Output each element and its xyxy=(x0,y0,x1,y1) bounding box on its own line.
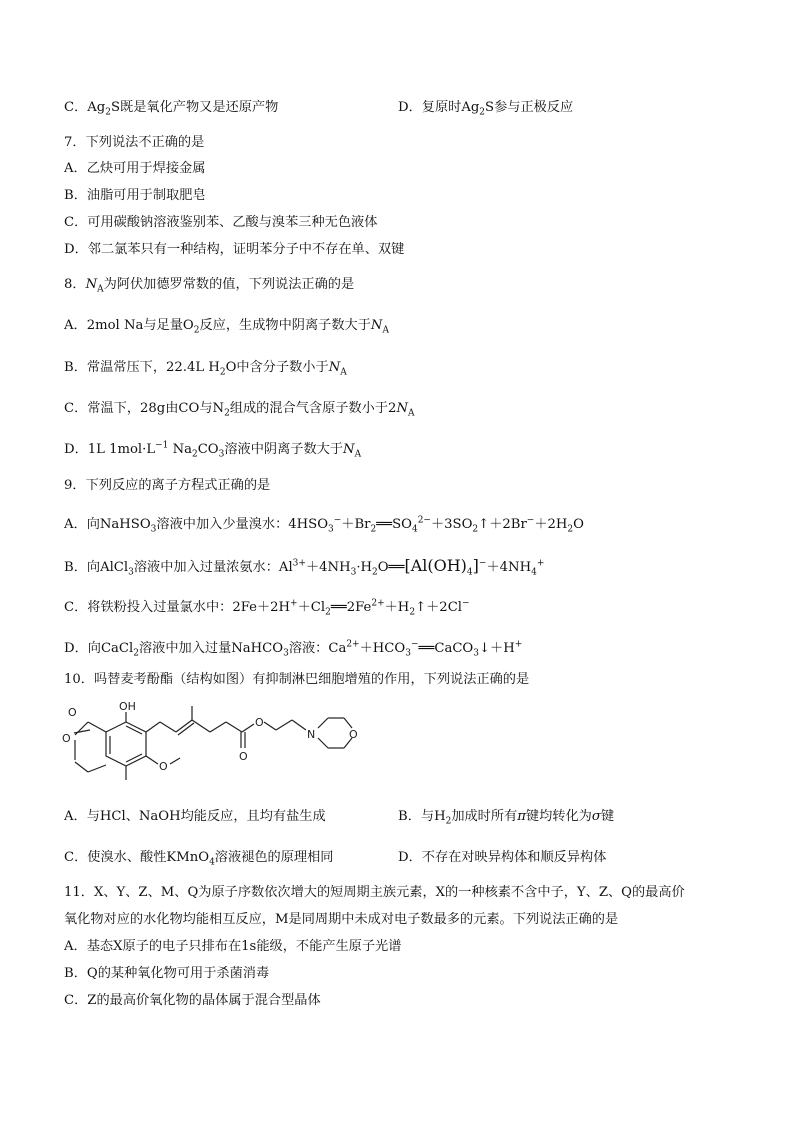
q10-option-a: A．与HCl、NaOH均能反应，且均有盐生成 xyxy=(64,809,326,824)
q8-option-b: B．常温常压下，22.4L $H_2O$中含分子数小于$N_A$ xyxy=(64,360,347,378)
q10-option-d: D．不存在对映异构体和顺反异构体 xyxy=(398,850,607,865)
q11-option-b: B．Q的某种氧化物可用于杀菌消毒 xyxy=(64,966,270,981)
q10-stem: 10．吗替麦考酚酯（结构如图）有抑制淋巴细胞增殖的作用，下列说法正确的是 xyxy=(64,672,530,687)
struct-label-o4: O xyxy=(255,716,264,729)
q10-option-b: B．与$H_2$加成时所有π键均转化为σ键 xyxy=(398,809,615,827)
q10-option-c: C．使溴水、酸性KMnO$_4$溶液褪色的原理相同 xyxy=(64,850,334,868)
q6-option-c: C．$Ag_2S$既是氧化产物又是还原产物 xyxy=(64,100,279,118)
q11-option-a: A．基态X原子的电子只排布在1s能级，不能产生原子光谱 xyxy=(64,939,402,954)
q8-option-a: A．2mol Na与足量$O_2$反应，生成物中阴离子数大于$N_A$ xyxy=(64,318,389,336)
mycophenolate-mofetil-structure xyxy=(60,700,360,792)
struct-label-o3: O xyxy=(239,750,248,763)
q8-option-c: C．常温下，28g由CO与$N_2$组成的混合气含原子数小于$2N_A$ xyxy=(64,401,415,419)
struct-label-n: N xyxy=(307,728,316,741)
struct-label-oh: OH xyxy=(119,700,136,713)
q11-stem-line1: 11．X、Y、Z、M、Q为原子序数依次增大的短周期主族元素，X的一种核素不含中子，Y、Z、Q的最高价 xyxy=(64,885,685,900)
q8-option-d: D．1L $1mol\cdot L^{-1}$ $Na_2CO_3$溶液中阴离子数大于$N_A$ xyxy=(64,440,362,460)
q11-option-c: C．Z的最高价氧化物的晶体属于混合型晶体 xyxy=(64,993,321,1008)
struct-label-o1: O xyxy=(68,706,77,719)
struct-label-o5: O xyxy=(349,728,358,741)
q7-option-b: B．油脂可用于制取肥皂 xyxy=(64,188,206,203)
q7-option-d: D．邻二氯苯只有一种结构，证明苯分子中不存在单、双键 xyxy=(64,242,405,257)
q11-stem-line2: 氧化物对应的水化物均能相互反应，M是同周期中未成对电子数最多的元素。下列说法正确的是 xyxy=(64,912,619,927)
q7-stem: 7．下列说法不正确的是 xyxy=(64,135,205,150)
q9-option-a: A．向NaHSO$_3$溶液中加入少量溴水：$4HSO_3^-+Br_2══SO_4^{2-}+3SO_2↑+2Br^-+2H_2O$ xyxy=(64,515,584,535)
q8-stem: 8．$N_A$为阿伏加德罗常数的值，下列说法正确的是 xyxy=(64,277,355,295)
q6-option-d: D．复原时$Ag_2S$参与正极反应 xyxy=(398,100,574,118)
q9-option-d: D．向CaCl$_2$溶液中加入过量NaHCO$_3$溶液：$Ca^{2+}+HCO_3^-══CaCO_3↓+H^+$ xyxy=(64,639,523,659)
q9-option-c: C．将铁粉投入过量氯水中：$2Fe+2H^++Cl_2══2Fe^{2+}+H_2↑+2Cl^-$ xyxy=(64,598,470,618)
q7-option-a: A．乙炔可用于焊接金属 xyxy=(64,161,206,176)
struct-label-o2: O xyxy=(62,732,71,745)
q7-option-c: C．可用碳酸钠溶液鉴别苯、乙酸与溴苯三种无色液体 xyxy=(64,215,378,230)
q9-option-b: B．向AlCl$_3$溶液中加入过量浓氨水：$Al^{3+}+4NH_3\cdot H_2O══[Al(OH)_4]^-+4NH_4^+$ xyxy=(64,556,545,578)
struct-label-ome: O xyxy=(159,760,168,773)
q9-stem: 9．下列反应的离子方程式正确的是 xyxy=(64,478,271,493)
